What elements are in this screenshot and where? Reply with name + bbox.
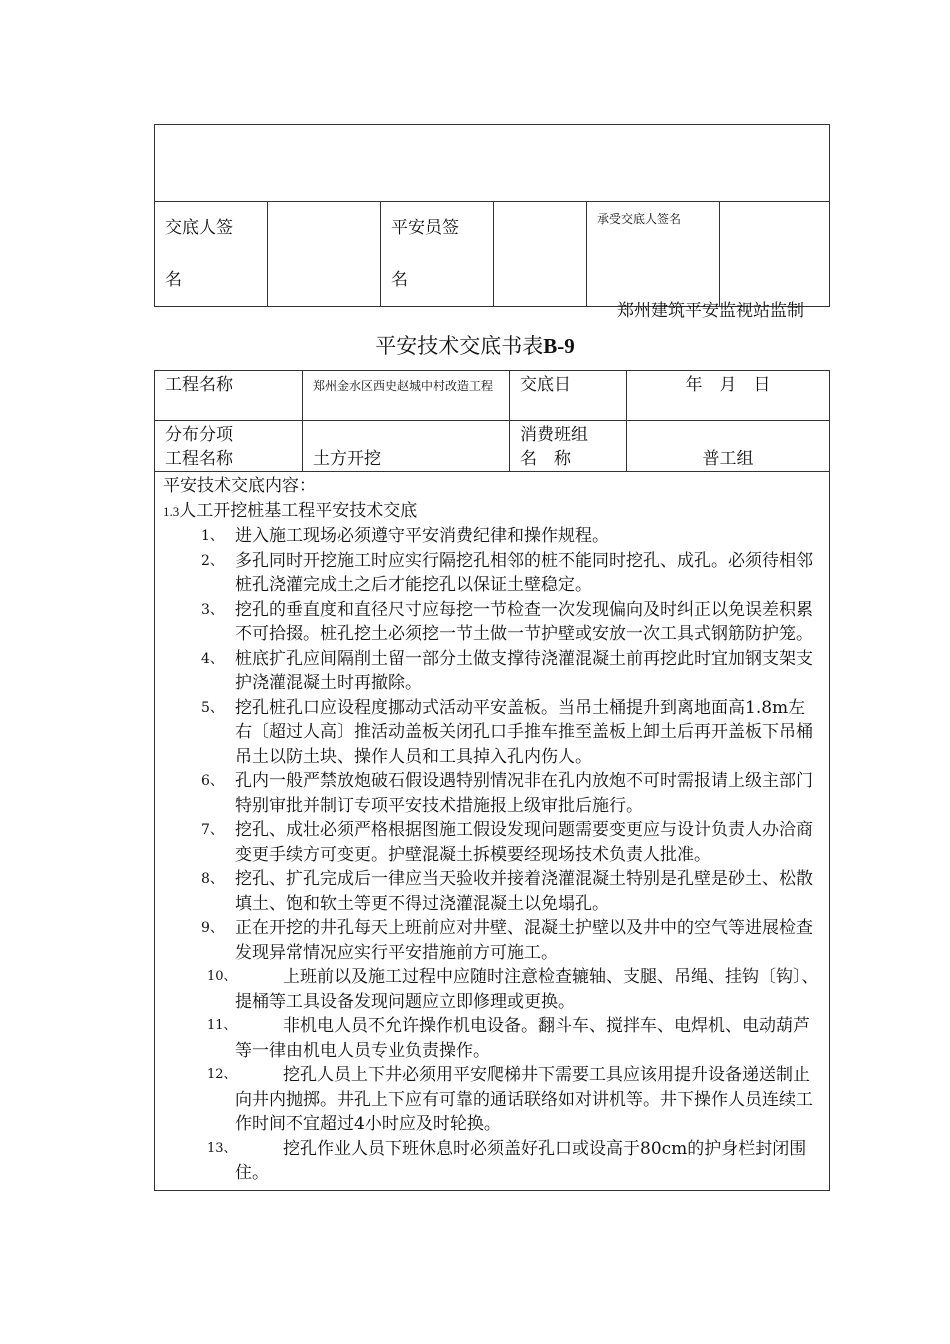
team-value-cell[interactable] <box>627 421 830 472</box>
item-number: 6、 <box>201 773 224 789</box>
supervised-by: 郑州建筑平安监视站监制 <box>617 301 804 321</box>
discloser-label: 交底人签名 <box>165 218 233 290</box>
division-label-1: 分布分项 <box>165 425 233 445</box>
safety-officer-signature-cell[interactable] <box>494 202 587 307</box>
item-number: 2、 <box>201 552 224 569</box>
item-text: 挖孔作业人员下班休息时必须盖好孔口或设高于80cm的护身栏封闭围住。 <box>235 1138 807 1183</box>
item-text: 挖孔、成壮必须严格根据图施工假设发现问题需要变更应与设计负责人办洽商变更手续方可变更。护壁混凝土拆模要经现场技术负责人批准。 <box>235 820 813 865</box>
item-number: 8、 <box>201 871 224 887</box>
division-label-cell <box>155 421 303 472</box>
item-number: 4、 <box>201 650 224 667</box>
item-list <box>163 524 819 1186</box>
safety-officer-label: 平安员签名 <box>391 218 459 290</box>
list-item <box>163 1014 819 1063</box>
team-label-2: 名 称 <box>520 449 571 469</box>
item-text: 挖孔桩孔口应设程度挪动式活动平安盖板。当吊土桶提升到离地面高1.8m左右〔超过人高〕推活动盖板关闭孔口手推车推至盖板上卸土后再开盖板下吊桶吊土以防土块、操作人员和工具掉入孔内伤人。 <box>235 697 813 767</box>
list-item <box>163 524 819 549</box>
content-heading: 平安技术交底内容： <box>163 476 316 496</box>
item-number: 3、 <box>201 601 224 618</box>
item-text: 多孔同时开挖施工时应实行隔挖孔相邻的桩不能同时挖孔、成孔。必须待相邻桩孔浇灌完成土之后才能挖孔以保证土壁稳定。 <box>235 550 813 595</box>
discloser-signature-cell[interactable] <box>268 202 381 307</box>
item-text: 桩底扩孔应间隔削土留一部分土做支撑待浇灌混凝土前再挖此时宜加钢支架支护浇灌混凝土时再撤除。 <box>235 648 813 693</box>
receiver-signature-cell[interactable] <box>720 202 830 307</box>
item-text: 上班前以及施工过程中应随时注意检查辘轴、支腿、吊绳、挂钩〔钩〕、提桶等工具设备发现问题应立即修理或更换。 <box>235 967 819 1012</box>
list-item <box>163 818 819 867</box>
date-value-cell[interactable] <box>627 371 830 421</box>
team-value: 普工组 <box>702 449 754 469</box>
list-item <box>163 867 819 916</box>
date-label: 交底日 <box>520 375 571 395</box>
item-text: 挖孔人员上下井必须用平安爬梯井下需要工具应该用提升设备递送制止向井内抛掷。井孔上下应有可靠的通话联络如对讲机等。井下操作人员连续工作时间不宜超过4小时应及时轮换。 <box>235 1065 813 1134</box>
section-heading <box>163 499 819 525</box>
project-name-value: 郑州金水区西史赵城中村改造工程 <box>313 379 494 393</box>
content-cell <box>155 472 830 1191</box>
list-item <box>163 647 819 696</box>
receiver-label: 承受交底人签名 <box>597 212 682 226</box>
item-number: 9、 <box>201 920 224 936</box>
list-item <box>163 769 819 818</box>
item-text: 挖孔的垂直度和直径尺寸应每挖一节检查一次发现偏向及时纠正以免误差积累不可拾掇。桩孔挖土必须挖一节土做一节护壁或安放一次工具式钢筋防护笼。 <box>235 599 813 644</box>
discloser-label-cell <box>155 202 268 307</box>
form-title-text: 平安技术交底书表 <box>375 334 544 358</box>
list-item <box>163 965 819 1014</box>
list-item <box>163 916 819 965</box>
list-item <box>163 1063 819 1137</box>
form-code: B-9 <box>543 334 575 358</box>
date-label-cell <box>510 371 627 421</box>
item-number: 11、 <box>207 1018 237 1033</box>
team-label-cell <box>510 421 627 472</box>
item-number: 1、 <box>201 528 224 544</box>
safety-officer-label-cell <box>381 202 494 307</box>
item-number: 13、 <box>207 1140 237 1156</box>
disclosure-form-table <box>154 370 830 1191</box>
item-number: 7、 <box>201 822 224 838</box>
blank-cell <box>155 125 830 202</box>
form-title <box>0 330 950 360</box>
date-value: 年 月 日 <box>685 375 771 395</box>
division-label-2: 工程名称 <box>165 449 233 469</box>
project-name-value-cell[interactable] <box>303 371 510 421</box>
project-name-label-cell <box>155 371 303 421</box>
list-item <box>163 598 819 647</box>
item-text: 挖孔、扩孔完成后一律应当天验收并接着浇灌混凝土特别是孔壁是砂土、松散填土、饱和软土等更不得过浇灌混凝土以免塌孔。 <box>235 869 813 914</box>
item-number: 12、 <box>207 1067 237 1082</box>
item-number: 5、 <box>201 699 224 716</box>
section-title: 人工开挖桩基工程平安技术交底 <box>179 500 418 521</box>
list-item <box>163 696 819 770</box>
list-item <box>163 1137 819 1186</box>
item-text: 非机电人员不允许操作机电设备。翻斗车、搅拌车、电焊机、电动葫芦等一律由机电人员专业负责操作。 <box>235 1016 810 1061</box>
section-number: 1.3 <box>163 503 180 519</box>
project-name-label: 工程名称 <box>165 375 233 395</box>
signature-table <box>154 124 830 307</box>
item-number: 10、 <box>207 969 237 984</box>
division-value-cell[interactable] <box>303 421 510 472</box>
division-value: 土方开挖 <box>313 449 381 469</box>
item-text: 进入施工现场必须遵守平安消费纪律和操作规程。 <box>235 526 609 546</box>
receiver-label-cell <box>587 202 720 307</box>
team-label-1: 消费班组 <box>520 425 588 445</box>
item-text: 正在开挖的井孔每天上班前应对井壁、混凝土护壁以及井中的空气等进展检查发现异常情况应实行平安措施前方可施工。 <box>235 918 813 963</box>
item-text: 孔内一般严禁放炮破石假设遇特别情况非在孔内放炮不可时需报请上级主部门特别审批并制订专项平安技术措施报上级审批后施行。 <box>235 771 813 816</box>
list-item <box>163 549 819 598</box>
